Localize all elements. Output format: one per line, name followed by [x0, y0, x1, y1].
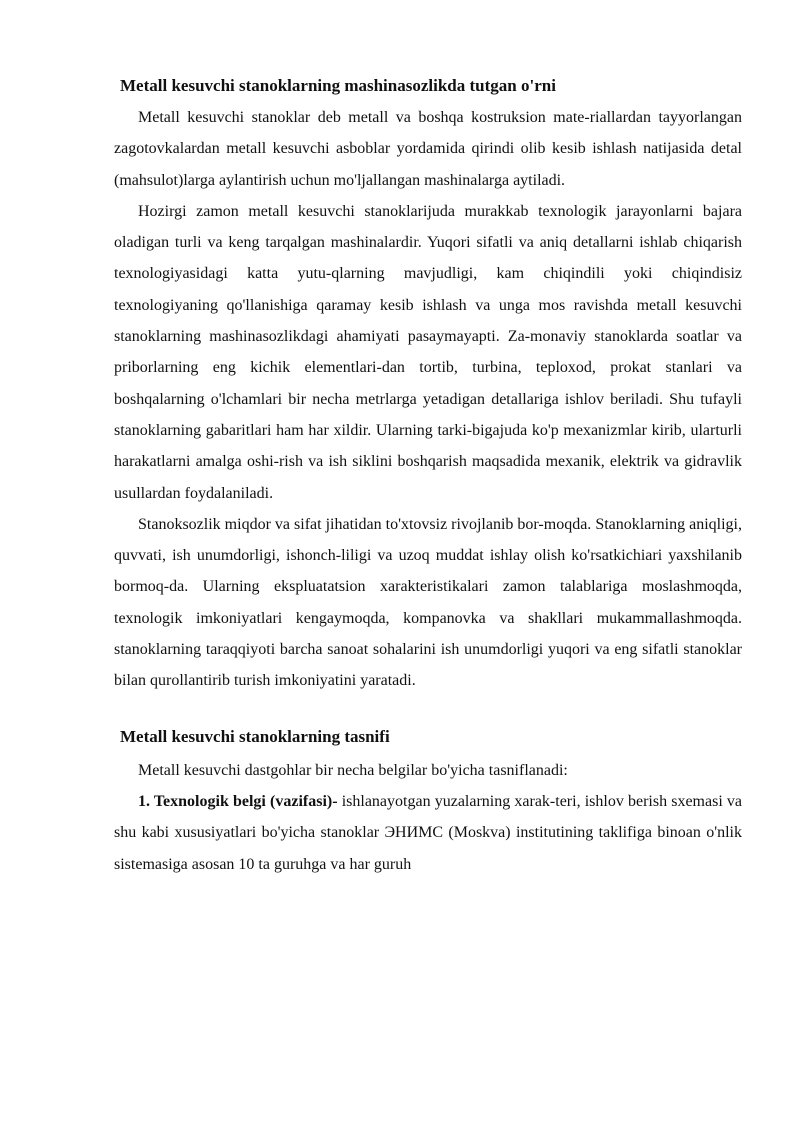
- paragraph-classification-intro: Metall kesuvchi dastgohlar bir necha belgilar bo'yicha tasniflanadi:: [138, 761, 568, 779]
- technological-sign-lead: 1. Texnologik belgi (vazifasi)-: [138, 792, 338, 810]
- paragraph-technological-sign: [114, 786, 742, 880]
- heading-2-wrap: [114, 723, 742, 755]
- paragraph-modern-machines: Hozirgi zamon metall kesuvchi stanoklarijuda murakkab texnologik jarayonlarni bajara oladigan turli va keng tarqalgan mashinalardir. Yuqori sifatli va aniq detallarni ishlab chiqarish texnologiyasidagi katta yutu-qlarning mavjudligi, kam chiqindili yoki chiqindisiz texnologiyaning qo'llanishiga qaramay kesib ishlash va unga mos ravishda metall kesuvchi stanoklarning mashinasozlikdagi ahamiyati pasaymayapti. Za-monaviy stanoklarda soatlar va priborlarning eng kichik elementlari-dan tortib, turbina, teploxod, prokat stanlari va boshqalarning o'lchamlari bir necha metrlarga yetadigan detallariga ishlov beriladi. Shu tufayli stanoklarning gabaritlari ham har xildir. Ularning tarki-bigajuda ko'p mexanizmlar kirib, ularturli harakatlarni amalga oshi-rish va ish siklini boshqarish maqsadida mexanik, elektrik va gidravlik usullardan foydalaniladi.: [114, 202, 742, 502]
- section-heading-role: Metall kesuvchi stanoklarning mashinasozlikda tutgan o'rni: [120, 76, 556, 95]
- technological-sign-text: ishlanayotgan yuzalarning xarak-teri, ishlov berish sxemasi va shu kabi xususiyatlari bo'yicha stanoklar ЭНИМС (Moskva) institutining taklifiga binoan o'nlik sistemasiga asosan 10 ta guruhga va har guruh: [114, 792, 743, 873]
- document-body: [114, 72, 742, 880]
- paragraph-definition: Metall kesuvchi stanoklar deb metall va boshqa kostruksion mate-riallardan tayyorlangan zagotovkalardan metall kesuvchi asboblar yordamida qirindi olib kesib ishlash natijasida detal (mahsulot)larga aylantirish uchun mo'ljallangan mashinalarga aytiladi.: [114, 109, 742, 189]
- heading-1-wrap: [114, 72, 742, 102]
- paragraph-development: Stanoksozlik miqdor va sifat jihatidan to'xtovsiz rivojlanib bor-moqda. Stanoklarning aniqligi, quvvati, ish unumdorligi, ishonch-liligi va uzoq muddat ishlay olish ko'rsatkichiari yaxshilanib bormoq-da. Ularning ekspluatatsion xarakteristikalari zamon talablariga moslashmoqda, texnologik imkoniyatlari kengaymoqda, kompanovka va shakllari mukammallashmoqda. stanoklarning taraqqiyoti barcha sanoat sohalarini ish unumdorligi yuqori va eng sifatli stanoklar bilan qurollantirib turish imkoniyatini yaratadi.: [114, 515, 742, 690]
- section-heading-classification: Metall kesuvchi stanoklarning tasnifi: [120, 726, 390, 746]
